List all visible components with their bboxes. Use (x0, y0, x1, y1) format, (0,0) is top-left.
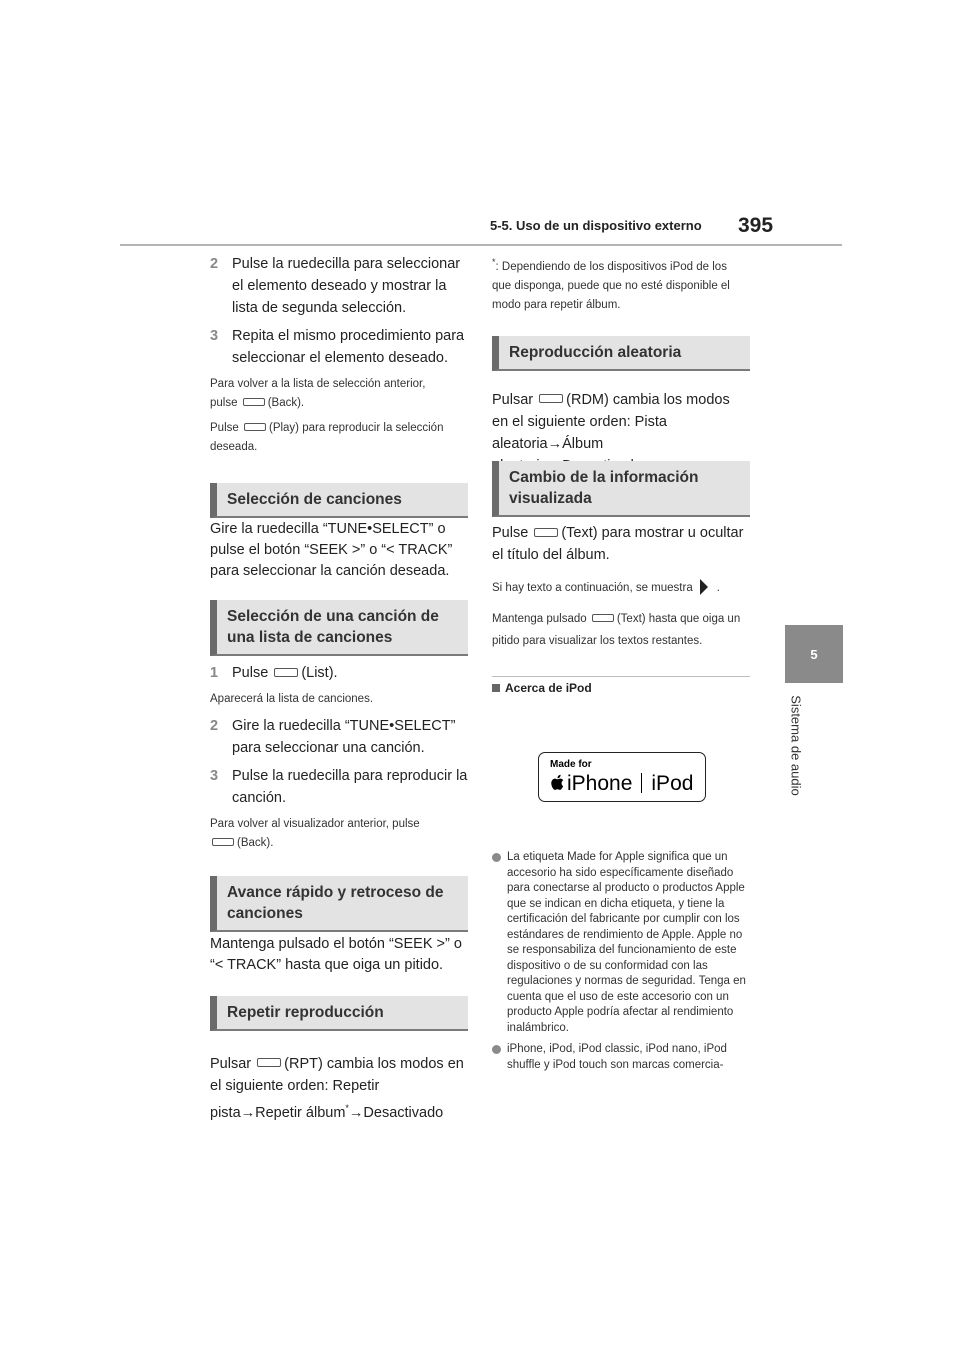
step-text: Gire la ruedecilla “TUNE•SELECT” para seleccionar una canción. (232, 718, 456, 756)
note-text: Pulse (210, 422, 239, 434)
badge-products (550, 772, 693, 796)
note-text: (Text) hasta que oiga un pitido para visualizar los textos restantes. (492, 613, 741, 648)
arrow-icon: → (547, 435, 563, 452)
about-ipod-heading (492, 681, 592, 695)
text-button-icon (534, 528, 558, 537)
step-text: Pulse la ruedecilla para reproducir la canción. (232, 768, 468, 806)
list-item (492, 1042, 750, 1073)
chapter-tab (785, 625, 843, 683)
list-item (492, 850, 750, 1036)
body-text: Desactivado (363, 1104, 444, 1121)
text-button-icon (592, 614, 614, 622)
section-heading: Avance rápido y retroceso de canciones (210, 876, 468, 932)
list-button-icon (274, 668, 298, 677)
repeat-body (210, 1038, 470, 1138)
note-text: Para volver a la lista de selección anterior, (210, 378, 426, 390)
header-divider (120, 244, 842, 246)
apple-logo-icon (550, 774, 564, 791)
body-text: Mantenga pulsado el botón “SEEK >” o “< TRACK” hasta que oiga un pitido. (210, 936, 462, 973)
section-heading: Selección de una canción de una lista de canciones (210, 600, 468, 656)
back-button-icon (212, 838, 234, 846)
note-text: (Back). (267, 397, 305, 409)
note-list: Aparecerá la lista de canciones. (210, 693, 374, 705)
step-text: Repita el mismo procedimiento para seleccionar el elemento deseado. (232, 328, 465, 366)
badge-ipod: iPod (651, 772, 694, 795)
footnote-marker: * (345, 1102, 349, 1113)
step-item (210, 662, 470, 684)
step-number: 2 (210, 718, 219, 734)
chapter-number: 5 (810, 646, 818, 662)
rpt-button-icon (257, 1058, 281, 1067)
note-play (210, 419, 470, 457)
footnote-marker: * (492, 257, 496, 267)
bullet-dot-icon (492, 853, 501, 862)
body-text (210, 1053, 470, 1124)
step-text: (List). (301, 665, 338, 681)
footnote-text (492, 253, 747, 315)
song-selection-body (210, 519, 470, 592)
badge-separator (641, 773, 642, 793)
play-button-icon (244, 423, 266, 431)
subsection-divider (492, 676, 750, 677)
body-text (492, 522, 747, 566)
step-number: 3 (210, 328, 219, 344)
step-text: Pulse la ruedecilla para seleccionar el elemento deseado y mostrar la lista de segunda selección. (232, 256, 461, 316)
fast-forward-body (210, 934, 470, 986)
note-back (210, 375, 470, 413)
step-number: 1 (210, 665, 219, 681)
body-text: Álbum (562, 435, 604, 452)
arrow-icon: → (348, 1104, 364, 1121)
step-item (210, 325, 470, 369)
about-ipod-label: Acerca de iPod (505, 681, 592, 695)
chapter-label-container (788, 690, 804, 802)
note-text: Para volver al visualizador anterior, pulse (210, 818, 420, 830)
section-heading: Selección de canciones (210, 483, 468, 518)
badge-iphone: iPhone (567, 772, 633, 795)
bullet-text: La etiqueta Made for Apple significa que un accesorio ha sido específicamente diseñado para conectarse al producto o productos Apple que se indican en dicha etiqueta, y tiene la certificación del fabricante por cumplir con los estándares de rendimiento de Apple. Apple no se responsabiliza del funcionamiento de este dispositivo o de su conformidad con las regulaciones y normas de seguridad. Tenga en cuenta que el uso de este accesorio con un producto Apple podría afectar al rendimiento inalámbrico. (507, 851, 746, 1034)
body-text: (Text) para mostrar u ocultar el título del álbum. (492, 525, 744, 563)
step-number: 2 (210, 256, 219, 272)
section-heading: Repetir reproducción (210, 996, 468, 1031)
note-text: (Back). (237, 837, 274, 849)
note-text: Si hay texto a continuación, se muestra (492, 582, 693, 595)
body-text: Repetir álbum (255, 1104, 346, 1121)
body-text: Pulsar (492, 391, 534, 408)
body-text: Gire la ruedecilla “TUNE•SELECT” o pulse el botón “SEEK >” o “< TRACK” para seleccionar la canción deseada. (210, 521, 453, 579)
note-text: . (716, 582, 720, 595)
note-more-text (492, 578, 747, 598)
arrow-icon: → (240, 1104, 256, 1121)
body-text: (RDM) cambia los modos en el siguiente orden: Pista aleatoria (492, 391, 730, 452)
step-item (210, 765, 470, 809)
section-title: 5-5. Uso de un dispositivo externo (490, 218, 702, 233)
rdm-button-icon (539, 394, 563, 403)
bullet-dot-icon (492, 1045, 501, 1054)
badge-made-for: Made for (550, 759, 592, 770)
note-list-back (210, 815, 470, 853)
note-text: Mantenga pulsado (492, 613, 587, 626)
square-bullet-icon (492, 684, 500, 692)
body-text: Pulse (492, 525, 529, 541)
step-number: 3 (210, 768, 219, 784)
page-number: 395 (738, 214, 774, 237)
left-column-top (210, 253, 470, 463)
body-text: Pulsar (210, 1055, 252, 1072)
step-item (210, 715, 470, 759)
step-text: Pulse (232, 665, 269, 681)
chapter-label: Sistema de audio (788, 695, 804, 796)
list-selection-body (210, 662, 470, 859)
note-text: : Dependiendo de los dispositivos iPod de los que disponga, puede que no esté disponible el modo para repetir álbum. (492, 260, 730, 311)
body-text: (RPT) cambia los modos en el siguiente orden: Repetir pista (210, 1055, 464, 1121)
info-body (492, 522, 747, 658)
footnote (492, 253, 747, 321)
about-ipod-bullets (492, 850, 750, 1079)
note-hold-text (492, 608, 747, 652)
made-for-badge (538, 752, 706, 802)
back-button-icon (243, 398, 265, 406)
section-heading: Cambio de la información visualizada (492, 461, 750, 517)
section-heading: Reproducción aleatoria (492, 336, 750, 371)
step-item (210, 253, 470, 319)
note-text: pulse (210, 397, 238, 409)
bullet-text: iPhone, iPod, iPod classic, iPod nano, iPod shuffle y iPod touch son marcas comercia- (507, 1043, 727, 1071)
note-text: (Play) para reproducir la selección deseada. (210, 422, 444, 453)
more-text-arrow-icon (699, 578, 709, 596)
